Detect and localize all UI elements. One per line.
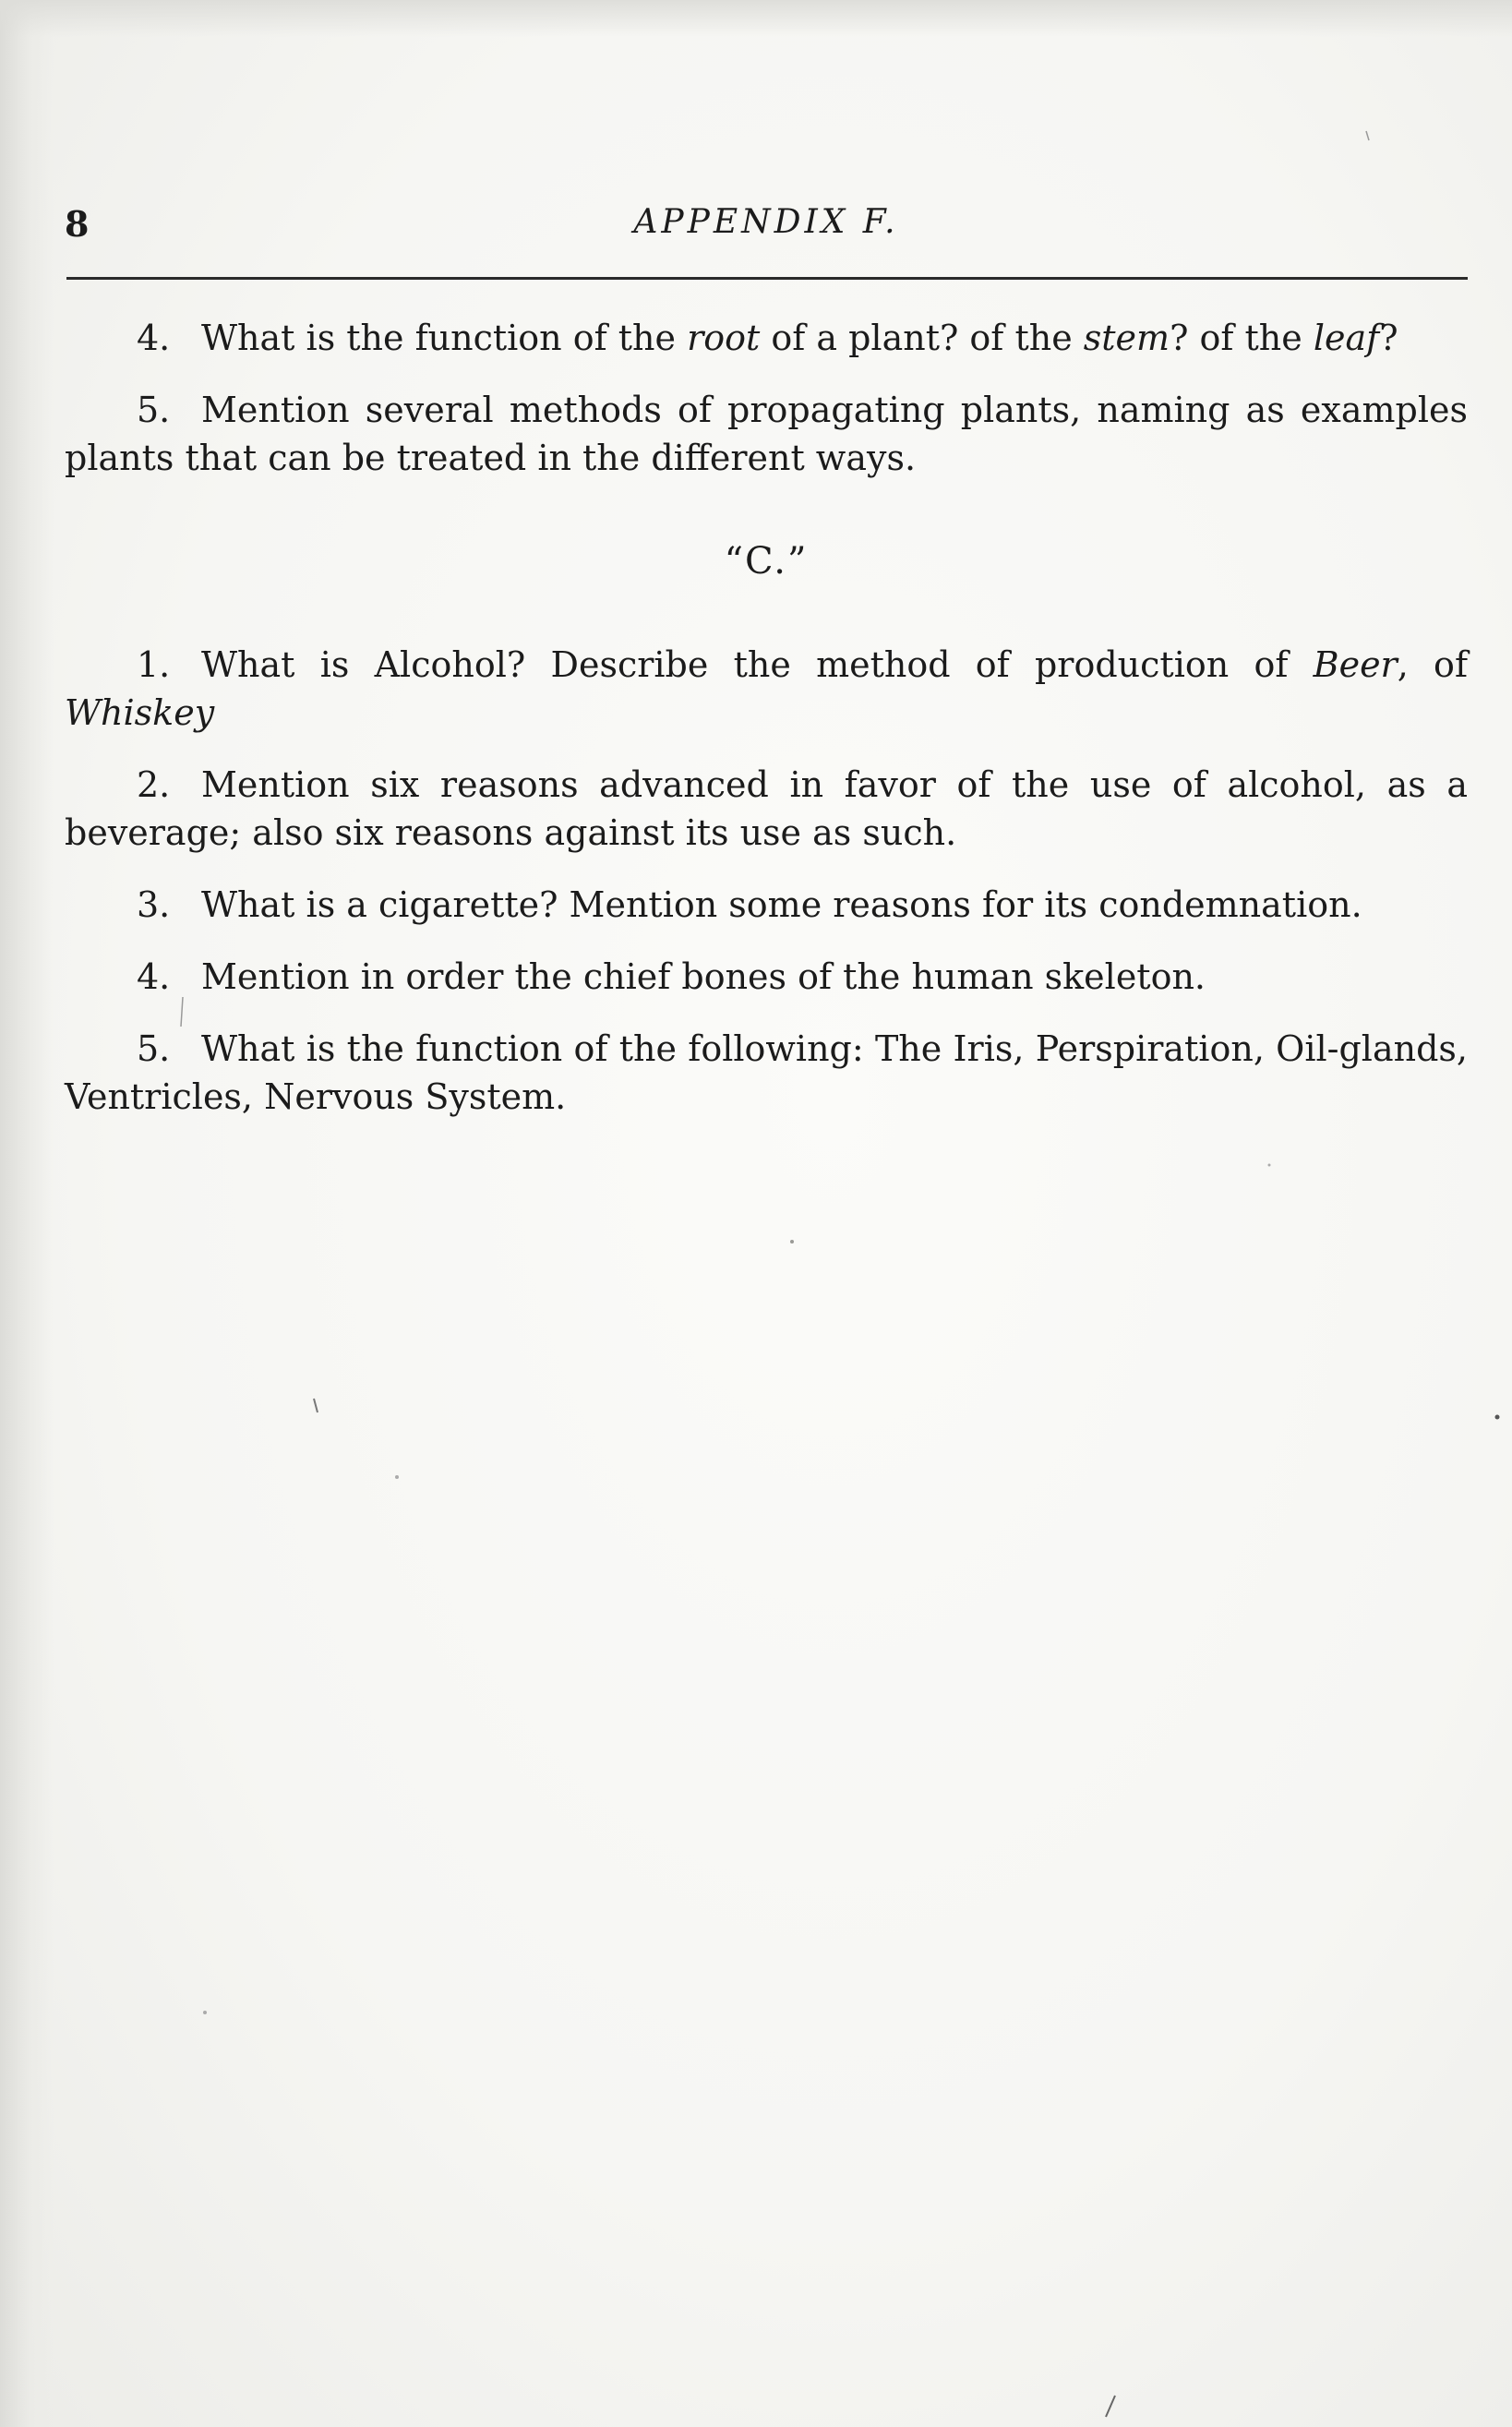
question-number: 3. bbox=[137, 884, 171, 925]
question-number: 5. bbox=[137, 390, 171, 430]
question-text: ? of the bbox=[1170, 318, 1314, 358]
section-heading-c: “C.” bbox=[724, 540, 809, 583]
question-text: What is the function of the following: The Iris, Perspiration, Oil-glands, Ventricles, Nervous System. bbox=[65, 1028, 1468, 1117]
question-text: What is Alcohol? Describe the method of production of bbox=[201, 644, 1314, 685]
question-number: 2. bbox=[137, 764, 171, 805]
question-number: 1. bbox=[137, 644, 171, 685]
question-text: , of bbox=[1397, 644, 1469, 685]
question-italic-leaf: leaf bbox=[1313, 318, 1380, 358]
question-text: Mention six reasons advanced in favor of the use of alcohol, as a beverage; also six reasons against its use as such. bbox=[65, 764, 1468, 853]
question-italic-root: root bbox=[687, 318, 761, 358]
question-text: of a plant? of the bbox=[760, 318, 1084, 358]
question-text: Mention several methods of propagating plants, naming as examples plants that can be treated in the different ways. bbox=[65, 390, 1468, 478]
question-text: Mention in order the chief bones of the human skeleton. bbox=[201, 956, 1206, 997]
question-italic-stem: stem bbox=[1083, 318, 1170, 358]
question-number: 4. bbox=[137, 956, 171, 997]
question-number: 5. bbox=[137, 1028, 171, 1069]
question-text: What is the function of the bbox=[201, 318, 688, 358]
question-italic-beer: Beer bbox=[1313, 644, 1398, 685]
running-head: APPENDIX F. bbox=[633, 203, 899, 241]
question-text: ? bbox=[1379, 318, 1398, 358]
question-number: 4. bbox=[137, 318, 171, 358]
question-text: What is a cigarette? Mention some reasons for its condemnation. bbox=[201, 884, 1362, 925]
page-number: 8 bbox=[65, 203, 90, 245]
question-italic-whiskey: Whiskey bbox=[65, 692, 215, 733]
